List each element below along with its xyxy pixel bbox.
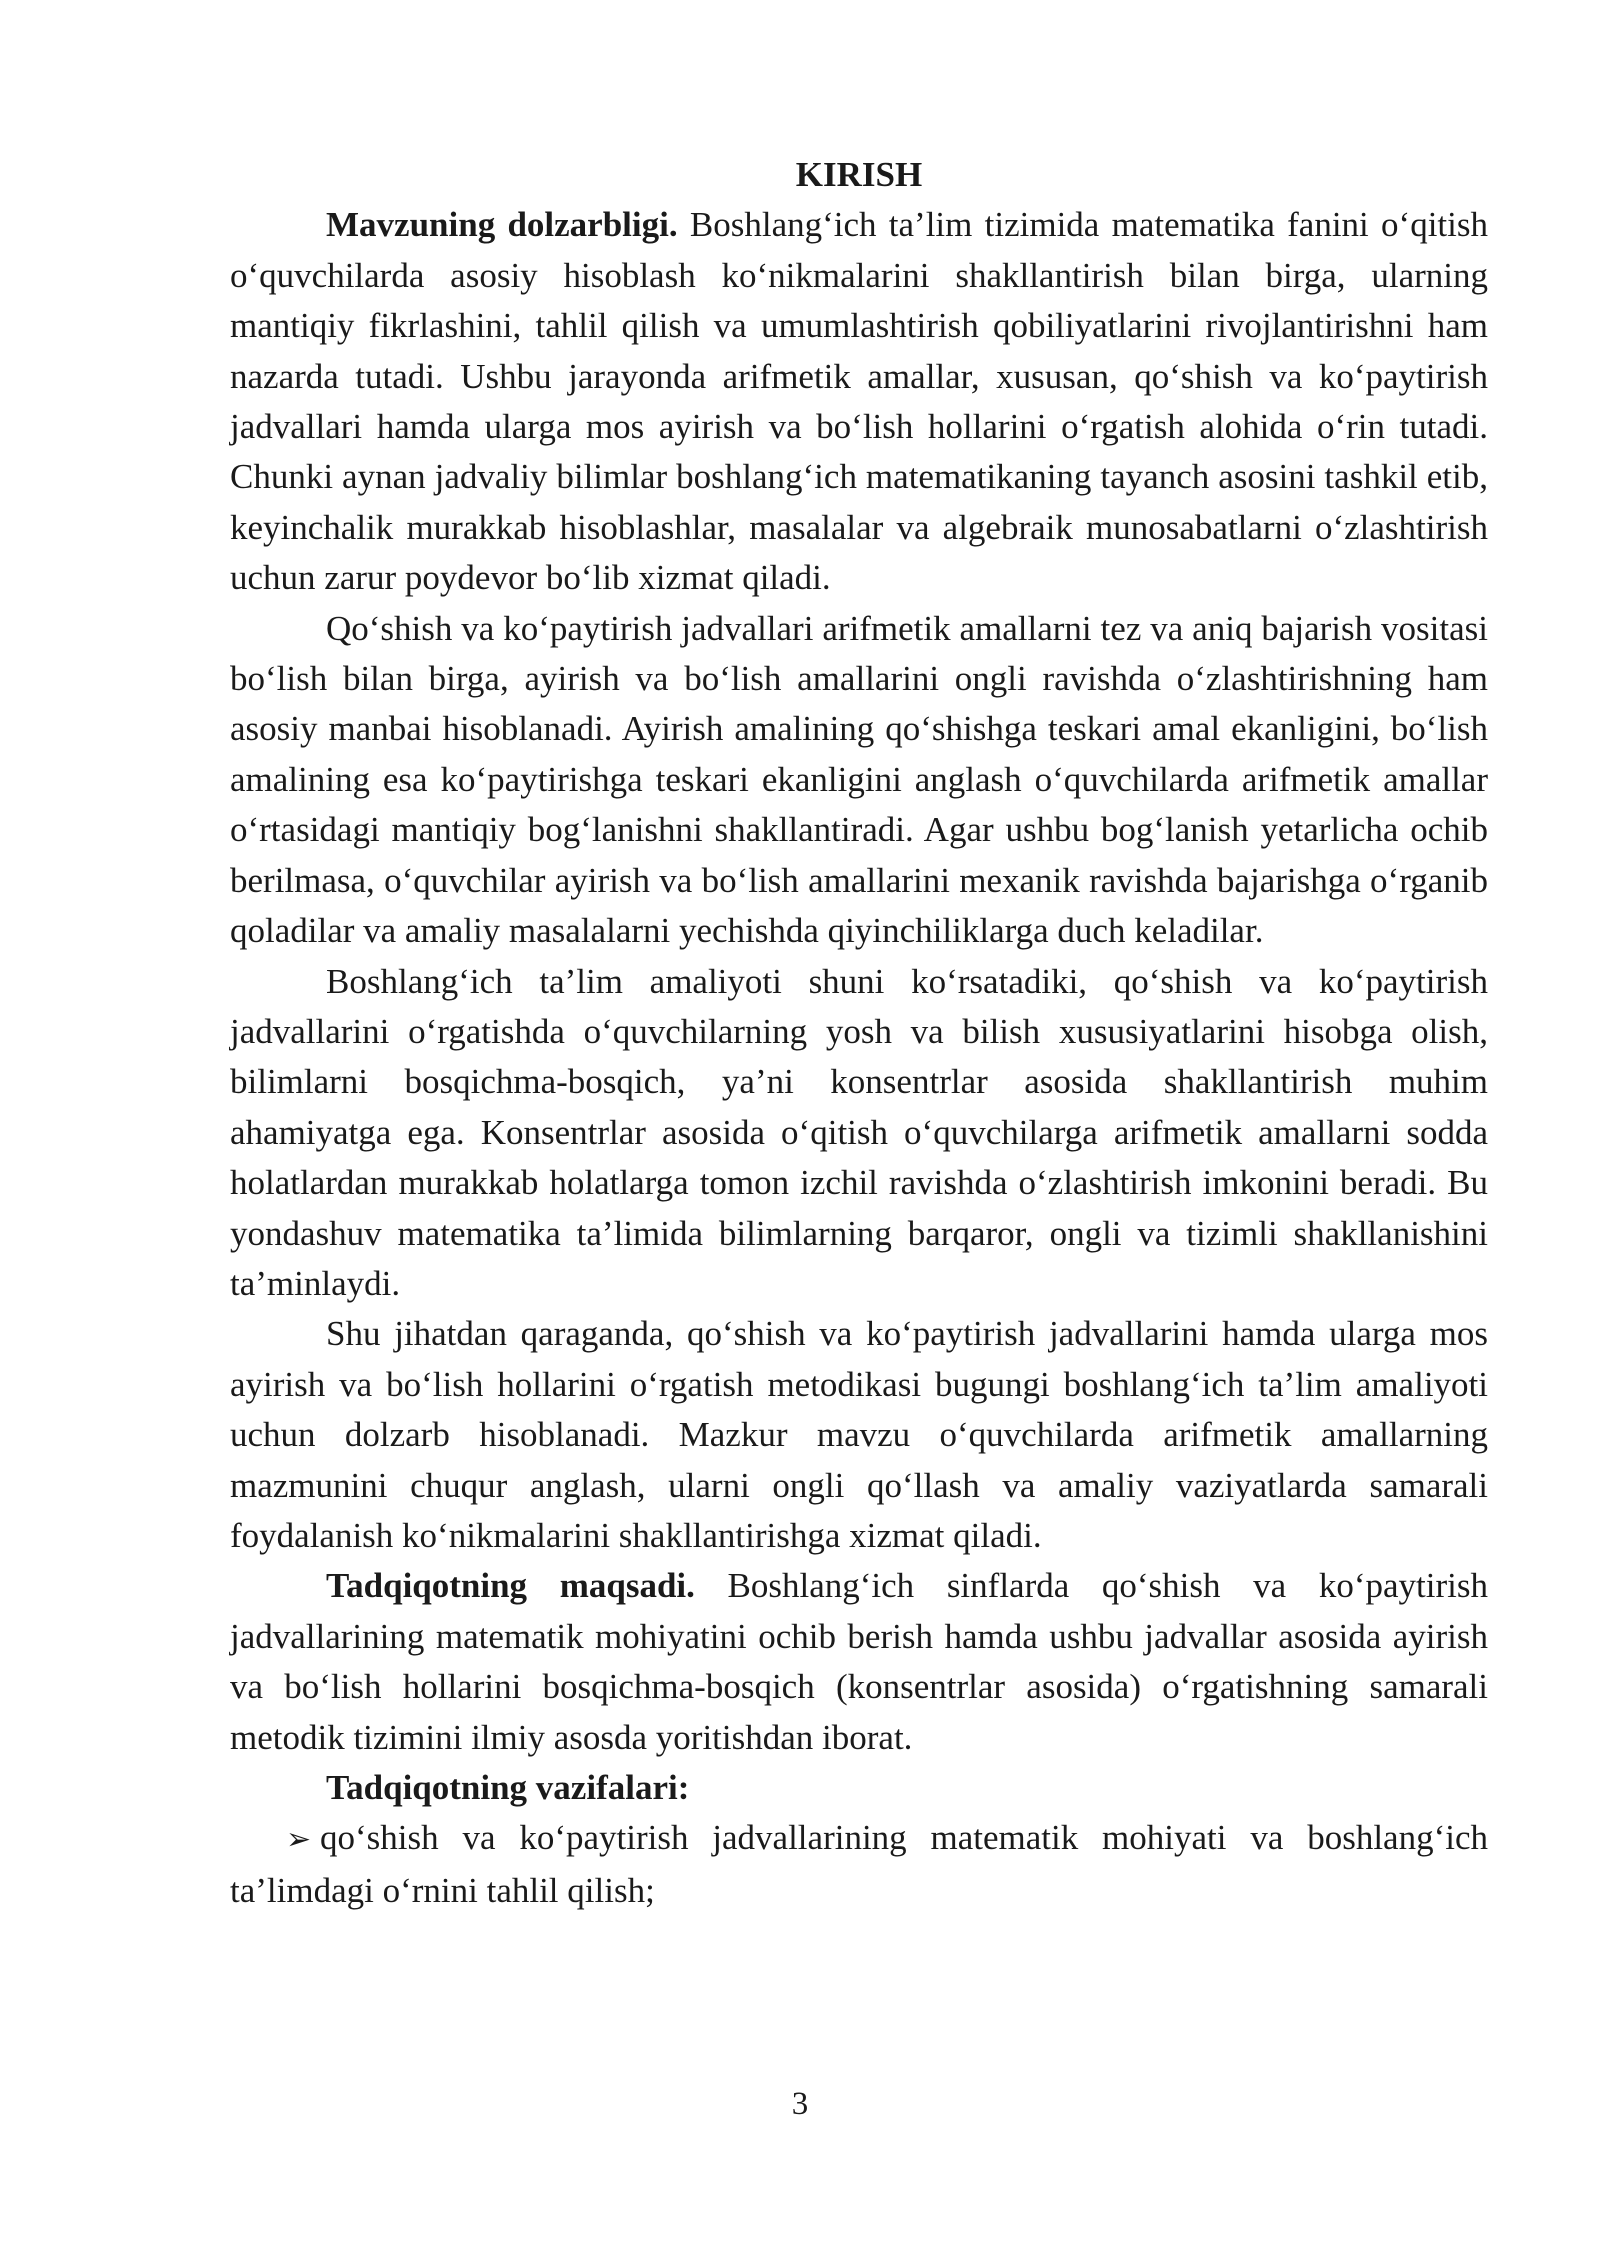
tasks-heading: Tadqiqotning vazifalari: bbox=[326, 1768, 690, 1807]
arrowhead-bullet-icon: ➢ bbox=[286, 1822, 312, 1858]
paragraph-relevance bbox=[230, 200, 1488, 603]
paragraph-lead: Tadqiqotning maqsadi. bbox=[326, 1566, 695, 1606]
page-number: 3 bbox=[791, 2086, 809, 2122]
paragraph bbox=[230, 1309, 1488, 1561]
tasks-list bbox=[230, 1813, 1488, 1916]
paragraph-text: Boshlang‘ich ta’lim amaliyoti shuni ko‘rsatadiki, qo‘shish va ko‘paytirish jadvallarini o‘rgatishda o‘quvchilarning yosh va bilish xususiyatlarini hisobga olish, bilimlarni bosqichma-bosqich, ya’ni konsentrlar asosida shakllantirish muhim ahamiyatga ega. Konsentrlar asosida o‘qitish o‘quvchilarga arifmetik amallarni sodda holatlardan murakkab holatlarga tomon izchil ravishda o‘zlashtirish imkonini beradi. Bu yondashuv matematika ta’limida bilimlarning barqaror, ongli va tizimli shakllanishini ta’minlaydi. bbox=[230, 961, 1488, 1303]
section-heading: KIRISH bbox=[795, 155, 923, 194]
paragraph-text: Boshlang‘ich sinflarda qo‘shish va ko‘paytirish jadvallarining matematik mohiyatini ochib berish hamda ushbu jadvallar asosida ayirish va bo‘lish hollarini bosqichma-bosqich (konsentrlar asosida) o‘rgatishning samarali metodik tizimini ilmiy asosda yoritishdan iborat. bbox=[230, 1566, 1488, 1757]
paragraph-text: Qo‘shish va ko‘paytirish jadvallari arifmetik amallarni tez va aniq bajarish vositasi bo‘lish bilan birga, ayirish va bo‘lish amallarini ongli ravishda o‘zlashtirishning ham asosiy manbai hisoblanadi. Ayirish amalining qo‘shishga teskari amal ekanligini, bo‘lish amalining esa ko‘paytirishga teskari ekanligini anglash o‘quvchilarda arifmetik amallar o‘rtasidagi mantiqiy bog‘lanishni shakllantiradi. Agar ushbu bog‘lanish yetarlicha ochib berilmasa, o‘quvchilar ayirish va bo‘lish amallarini mexanik ravishda bajarishga o‘rganib qoladilar va amaliy masalalarni yechishda qiyinchiliklarga duch keladilar. bbox=[230, 608, 1488, 951]
paragraph-goal bbox=[230, 1561, 1488, 1763]
paragraph-text: Boshlang‘ich ta’lim tizimida matematika fanini o‘qitish o‘quvchilarda asosiy hisoblash ko‘nikmalarini shakllantirish bilan birga, ularning mantiqiy fikrlashini, tahlil qilish va umumlashtirish qobiliyatlarini rivojlantirishni ham nazarda tutadi. Ushbu jarayonda arifmetik amallar, xususan, qo‘shish va ko‘paytirish jadvallari hamda ularga mos ayirish va bo‘lish hollarini o‘rgatish alohida o‘rin tutadi. Chunki aynan jadvaliy bilimlar boshlang‘ich matematikaning tayanch asosini tashkil etib, keyinchalik murakkab hisoblashlar, masalalar va algebraik munosabatlarni o‘zlashtirish uchun zarur poydevor bo‘lib xizmat qiladi. bbox=[230, 205, 1488, 598]
paragraph bbox=[230, 957, 1488, 1310]
list-item-text: qo‘shish va ko‘paytirish jadvallarining matematik mohiyati va boshlang‘ich ta’limdagi o‘rnini tahlil qilish; bbox=[230, 1818, 1488, 1910]
list-item bbox=[230, 1813, 1488, 1916]
paragraph bbox=[230, 604, 1488, 957]
paragraph-text: Shu jihatdan qaraganda, qo‘shish va ko‘paytirish jadvallarini hamda ularga mos ayirish va bo‘lish hollarini o‘rgatish metodikasi bugungi boshlang‘ich ta’lim amaliyoti uchun dolzarb hisoblanadi. Mazkur mavzu o‘quvchilarda arifmetik amallarning mazmunini chuqur anglash, ularni ongli qo‘llash va amaliy vaziyatlarda samarali foydalanish ko‘nikmalarini shakllantirishga xizmat qiladi. bbox=[230, 1314, 1488, 1555]
paragraph-lead: Mavzuning dolzarbligi. bbox=[326, 205, 678, 245]
page-content bbox=[230, 150, 1488, 1916]
